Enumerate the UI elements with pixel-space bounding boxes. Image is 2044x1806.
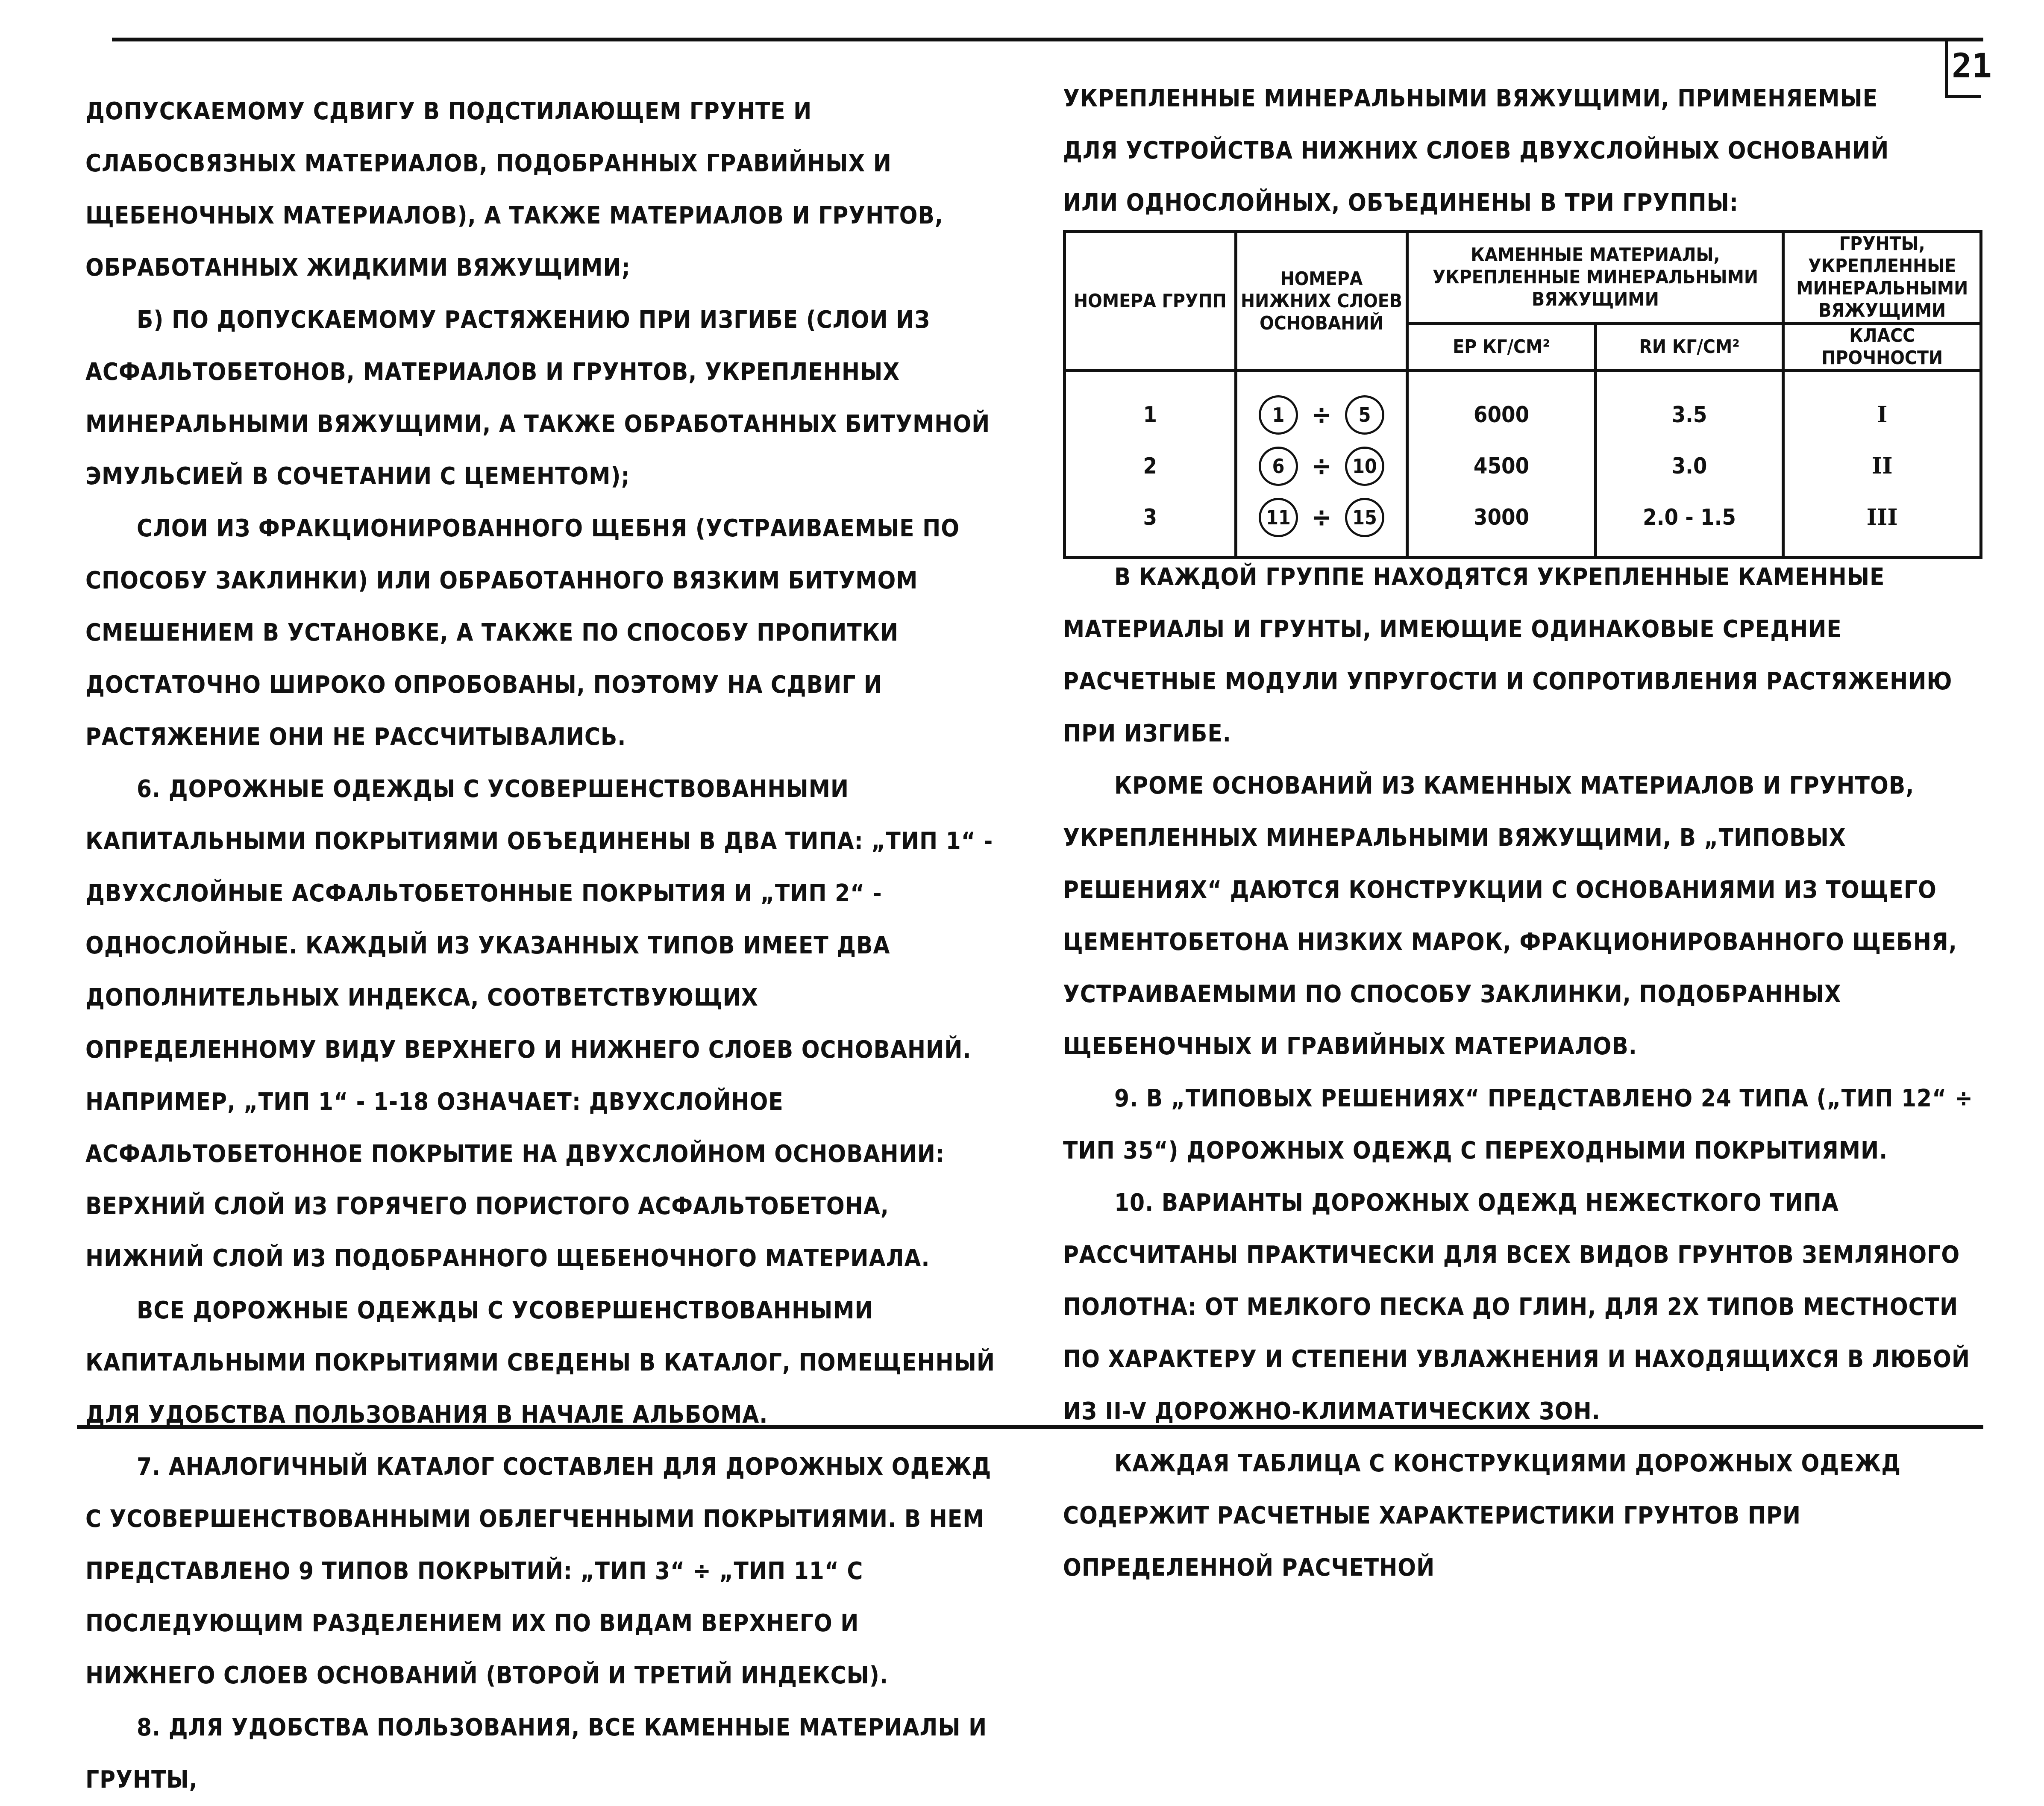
header-group-no: НОМЕРА ГРУПП [1065,232,1236,371]
circled-number: 15 [1345,498,1384,537]
cell-ru: 2.0 - 1.5 [1595,492,1783,558]
cell-layers [1236,371,1407,441]
header-soils: ГРУНТЫ, УКРЕПЛЕННЫЕ МИНЕРАЛЬНЫМИ ВЯЖУЩИМИ [1783,232,1981,324]
cell-class: II [1783,441,1981,492]
header-class: КЛАСС ПРОЧНОСТИ [1783,324,1981,371]
groups-table [1063,230,1982,559]
page-number: 21 [1952,47,1992,85]
circled-number: 6 [1259,447,1298,486]
cell-layers [1236,441,1407,492]
paragraph: ДОПУСКАЕМОМУ СДВИГУ В ПОДСТИЛАЮЩЕМ ГРУНТЕ И СЛАБОСВЯЗНЫХ МАТЕРИАЛОВ, ПОДОБРАННЫХ ГРАВИЙНЫХ И ЩЕБЕНОЧНЫХ МАТЕРИАЛОВ), А ТАКЖЕ МАТЕРИАЛОВ И ГРУНТОВ, ОБРАБОТАННЫХ ЖИДКИМИ ВЯЖУЩИМИ; [85,97,952,282]
div-symbol: ÷ [1311,399,1332,431]
paragraph: КАЖДАЯ ТАБЛИЦА С КОНСТРУКЦИЯМИ ДОРОЖНЫХ ОДЕЖД СОДЕРЖИТ РАСЧЕТНЫЕ ХАРАКТЕРИСТИКИ ГРУНТОВ ПРИ ОПРЕДЕЛЕННОЙ РАСЧЕТНОЙ [1063,1450,1909,1582]
paragraph: УКРЕПЛЕННЫЕ МИНЕРАЛЬНЫМИ ВЯЖУЩИМИ, ПРИМЕНЯЕМЫЕ ДЛЯ УСТРОЙСТВА НИЖНИХ СЛОЕВ ДВУХСЛОЙНЫХ ОСНОВАНИЙ ИЛИ ОДНОСЛОЙНЫХ, ОБЪЕДИНЕНЫ В ТРИ ГРУППЫ: [1063,85,1897,217]
cell-ep: 3000 [1407,492,1595,558]
paragraph: СЛОИ ИЗ ФРАКЦИОНИРОВАННОГО ЩЕБНЯ (УСТРАИВАЕМЫЕ ПО СПОСОБУ ЗАКЛИНКИ) ИЛИ ОБРАБОТАННОГО ВЯЗКИМ БИТУМОМ СМЕШЕНИЕМ В УСТАНОВКЕ, А ТАКЖЕ ПО СПОСОБУ ПРОПИТКИ ДОСТАТОЧНО ШИРОКО ОПРОБОВАНЫ, ПОЭТОМУ НА СДВИГ И РАСТЯЖЕНИЕ ОНИ НЕ РАССЧИТЫВАЛИСЬ. [85,515,968,751]
right-column [1063,551,1986,1594]
cell-class: I [1783,371,1981,441]
cell-group: 3 [1065,492,1236,558]
circled-number: 11 [1259,498,1298,537]
left-column [85,85,1003,1806]
div-symbol: ÷ [1311,450,1332,482]
header-layer-no: НОМЕРА НИЖНИХ СЛОЕВ ОСНОВАНИЙ [1236,232,1407,371]
cell-ep: 4500 [1407,441,1595,492]
circled-number: 1 [1259,395,1298,435]
table-row [1065,371,1981,441]
cell-ep: 6000 [1407,371,1595,441]
paragraph: 8. ДЛЯ УДОБСТВА ПОЛЬЗОВАНИЯ, ВСЕ КАМЕННЫЕ МАТЕРИАЛЫ И ГРУНТЫ, [85,1714,995,1794]
table-row [1065,441,1981,492]
cell-group: 2 [1065,441,1236,492]
circled-number: 5 [1345,395,1384,435]
right-column-intro [1063,73,1939,229]
top-rule [112,38,1983,41]
paragraph: 9. В „ТИПОВЫХ РЕШЕНИЯХ“ ПРЕДСТАВЛЕНО 24 ТИПА („ТИП 12“ ÷ ТИП 35“) ДОРОЖНЫХ ОДЕЖД С ПЕРЕХОДНЫМИ ПОКРЫТИЯМИ. [1063,1085,1981,1165]
paragraph: ВСЕ ДОРОЖНЫЕ ОДЕЖДЫ С УСОВЕРШЕНСТВОВАННЫМИ КАПИТАЛЬНЫМИ ПОКРЫТИЯМИ СВЕДЕНЫ В КАТАЛОГ, ПОМЕЩЕННЫЙ ДЛЯ УДОБСТВА ПОЛЬЗОВАНИЯ В НАЧАЛЕ АЛЬБОМА. [85,1297,1003,1429]
paragraph: В КАЖДОЙ ГРУППЕ НАХОДЯТСЯ УКРЕПЛЕННЫЕ КАМЕННЫЕ МАТЕРИАЛЫ И ГРУНТЫ, ИМЕЮЩИЕ ОДИНАКОВЫЕ СРЕДНИЕ РАСЧЕТНЫЕ МОДУЛИ УПРУГОСТИ И СОПРОТИВЛЕНИЯ РАСТЯЖЕНИЮ ПРИ ИЗГИБЕ. [1063,563,1961,747]
table-row [1065,492,1981,558]
cell-ru: 3.0 [1595,441,1783,492]
cell-group: 1 [1065,371,1236,441]
circled-number: 10 [1345,447,1384,486]
paragraph: 7. АНАЛОГИЧНЫЙ КАТАЛОГ СОСТАВЛЕН ДЛЯ ДОРОЖНЫХ ОДЕЖД С УСОВЕРШЕНСТВОВАННЫМИ ОБЛЕГЧЕННЫМИ ПОКРЫТИЯМИ. В НЕМ ПРЕДСТАВЛЕНО 9 ТИПОВ ПОКРЫТИЙ: „ТИП 3“ ÷ „ТИП 11“ С ПОСЛЕДУЮЩИМ РАЗДЕЛЕНИЕМ ИХ ПО ВИДАМ ВЕРХНЕГО И НИЖНЕГО СЛОЕВ ОСНОВАНИЙ (ВТОРОЙ И ТРЕТИЙ ИНДЕКСЫ). [85,1453,999,1689]
header-ep: EР КГ/СМ² [1407,324,1595,371]
cell-layers [1236,492,1407,558]
header-stone: КАМЕННЫЕ МАТЕРИАЛЫ, УКРЕПЛЕННЫЕ МИНЕРАЛЬНЫМИ ВЯЖУЩИМИ [1407,232,1783,324]
paragraph: Б) ПО ДОПУСКАЕМОМУ РАСТЯЖЕНИЮ ПРИ ИЗГИБЕ (СЛОИ ИЗ АСФАЛЬТОБЕТОНОВ, МАТЕРИАЛОВ И ГРУНТОВ, УКРЕПЛЕННЫХ МИНЕРАЛЬНЫМИ ВЯЖУЩИМИ, А ТАКЖЕ ОБРАБОТАННЫХ БИТУМНОЙ ЭМУЛЬСИЕЙ В СОЧЕТАНИИ С ЦЕМЕНТОМ); [85,306,998,490]
cell-class: III [1783,492,1981,558]
paragraph: КРОМЕ ОСНОВАНИЙ ИЗ КАМЕННЫХ МАТЕРИАЛОВ И ГРУНТОВ, УКРЕПЛЕННЫХ МИНЕРАЛЬНЫМИ ВЯЖУЩИМИ, В „ТИПОВЫХ РЕШЕНИЯХ“ ДАЮТСЯ КОНСТРУКЦИИ С ОСНОВАНИЯМИ ИЗ ТОЩЕГО ЦЕМЕНТОБЕТОНА НИЗКИХ МАРОК, ФРАКЦИОНИРОВАННОГО ЩЕБНЯ, УСТРАИВАЕМЫМИ ПО СПОСОБУ ЗАКЛИНКИ, ПОДОБРАННЫХ ЩЕБЕНОЧНЫХ И ГРАВИЙНЫХ МАТЕРИАЛОВ. [1063,772,1965,1060]
div-symbol: ÷ [1311,502,1332,533]
cell-ru: 3.5 [1595,371,1783,441]
paragraph: 10. ВАРИАНТЫ ДОРОЖНЫХ ОДЕЖД НЕЖЕСТКОГО ТИПА РАССЧИТАНЫ ПРАКТИЧЕСКИ ДЛЯ ВСЕХ ВИДОВ ГРУНТОВ ЗЕМЛЯНОГО ПОЛОТНА: ОТ МЕЛКОГО ПЕСКА ДО ГЛИН, ДЛЯ 2Х ТИПОВ МЕСТНОСТИ ПО ХАРАКТЕРУ И СТЕПЕНИ УВЛАЖНЕНИЯ И НАХОДЯЩИХСЯ В ЛЮБОЙ ИЗ II-V ДОРОЖНО-КЛИМАТИЧЕСКИХ ЗОН. [1063,1189,1978,1425]
header-ru: RИ КГ/СМ² [1595,324,1783,371]
paragraph: 6. ДОРОЖНЫЕ ОДЕЖДЫ С УСОВЕРШЕНСТВОВАННЫМИ КАПИТАЛЬНЫМИ ПОКРЫТИЯМИ ОБЪЕДИНЕНЫ В ДВА ТИПА: „ТИП 1“ - ДВУХСЛОЙНЫЕ АСФАЛЬТОБЕТОННЫЕ ПОКРЫТИЯ И „ТИП 2“ - ОДНОСЛОЙНЫЕ. КАЖДЫЙ ИЗ УКАЗАННЫХ ТИПОВ ИМЕЕТ ДВА ДОПОЛНИТЕЛЬНЫХ ИНДЕКСА, СООТВЕТСТВУЮЩИХ ОПРЕДЕЛЕННОМУ ВИДУ ВЕРХНЕГО И НИЖНЕГО СЛОЕВ ОСНОВАНИЙ. НАПРИМЕР, „ТИП 1“ - 1-18 ОЗНАЧАЕТ: ДВУХСЛОЙНОЕ АСФАЛЬТОБЕТОННОЕ ПОКРЫТИЕ НА ДВУХСЛОЙНОМ ОСНОВАНИИ: ВЕРХНИЙ СЛОЙ ИЗ ГОРЯЧЕГО ПОРИСТОГО АСФАЛЬТОБЕТОНА, НИЖНИЙ СЛОЙ ИЗ ПОДОБРАННОГО ЩЕБЕНОЧНОГО МАТЕРИАЛА. [85,775,1001,1272]
